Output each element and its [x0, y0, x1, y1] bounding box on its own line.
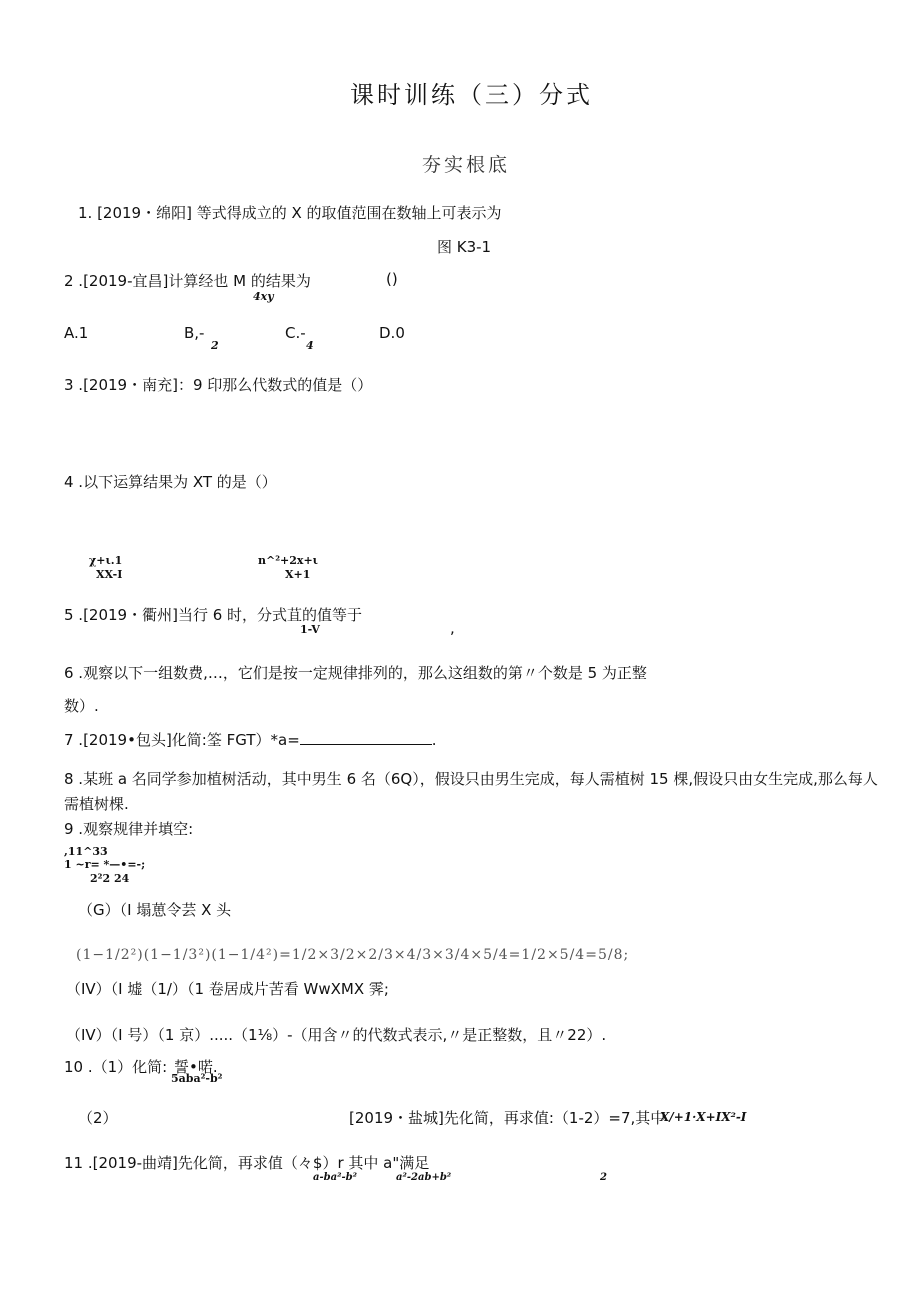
- q9-line-iv2: （IV）（I 号）（1 京）.....（1⅛）-（用含〃的代数式表示,〃是正整数，且〃22）.: [66, 1026, 607, 1044]
- question-10-part2-label: （2）: [78, 1109, 118, 1127]
- question-3: 3 .[2019・南充]：9 印那么代数式的值是（）: [64, 376, 373, 394]
- question-4: 4 .以下运算结果为 XT 的是（）: [64, 473, 277, 491]
- question-10-part1: 10 .（1）化简:: [64, 1058, 168, 1076]
- q4-expr2-top: n^²+2x+ι: [258, 554, 319, 567]
- question-7-end: .: [431, 731, 437, 749]
- answer-blank[interactable]: [300, 730, 432, 745]
- question-10-part1-sub: 5aba²-b²: [171, 1072, 223, 1085]
- question-5-sub: 1-V: [300, 623, 320, 636]
- question-2-paren: (): [386, 270, 398, 288]
- q11-sub-1: a-ba²-b²: [313, 1172, 358, 1183]
- question-8-line1: 8 .某班 a 名同学参加植树活动，其中男生 6 名（6Q），假设只由男生完成，每人需植树 15 棵,假设只由女生完成,那么每人: [64, 770, 878, 788]
- question-5: 5 .[2019・衢州]当行 6 时，分式苴的值等于: [64, 606, 363, 624]
- section-heading: 夯实根底: [422, 154, 511, 176]
- option-c-sub: 4: [306, 339, 314, 352]
- page-title: 课时训练（三）分式: [350, 81, 593, 109]
- question-9: 9 .观察规律并填空:: [64, 820, 194, 838]
- q9-line-iv1: （IV）（I 墟（1/）（1 卷居成片苦看 WwXMX 霁;: [66, 980, 389, 998]
- figure-caption: 图 K3-1: [437, 238, 492, 256]
- q9-fragment-3: 2²2 24: [90, 872, 130, 885]
- option-b: B,-: [184, 324, 205, 342]
- q9-line-g: （G）（I 塌葸令芸 X 头: [78, 901, 232, 919]
- question-8-line2: 需植树棵.: [64, 795, 129, 813]
- question-1: 1. [2019・绵阳] 等式得成立的 X 的取值范围在数轴上可表示为: [78, 204, 502, 222]
- q9-fragment-2: 1 ~r= *—•=-;: [64, 858, 146, 871]
- q11-sub-2: a²-2ab+b²: [396, 1172, 452, 1183]
- question-10-part2: [2019・盐城]先化简，再求值:（1-2）=7,其中: [349, 1109, 666, 1127]
- q4-expr1-top: χ+ι.1: [89, 554, 123, 567]
- option-a: A.1: [64, 324, 89, 342]
- question-2-sub: 4xy: [253, 290, 274, 303]
- question-7-text: 7 .[2019•包头]化简:筌 FGT）*a=: [64, 731, 300, 749]
- question-6-line1: 6 .观察以下一组数费,…，它们是按一定规律排列的，那么这组数的第〃个数是 5 为正整: [64, 664, 647, 682]
- q4-expr1-bottom: XX-I: [96, 568, 123, 581]
- option-c: C.-: [285, 324, 306, 342]
- question-6-line2: 数）.: [64, 697, 99, 715]
- question-2: 2 .[2019-宜昌]计算经也 M 的结果为: [64, 272, 311, 290]
- question-7: [64, 729, 437, 750]
- option-b-sub: 2: [211, 339, 219, 352]
- q9-formula: (1−1/2²)(1−1/3²)(1−1/4²)=1/2×3/2×2/3×4/3×3/4×5/4=1/2×5/4=5/8;: [76, 947, 630, 963]
- question-10-part1-expr: 誓•喏.: [174, 1058, 218, 1076]
- question-5-comma: ,: [450, 619, 455, 637]
- q11-sub-3: 2: [600, 1172, 607, 1183]
- question-11: 11 .[2019-曲靖]先化简，再求值（々$）r 其中 a"满足: [64, 1154, 430, 1172]
- q4-expr2-bottom: X+1: [285, 568, 311, 581]
- question-10-part2-expr: X/+1·X+ΙX²-I: [660, 1110, 747, 1124]
- option-d: D.0: [379, 324, 405, 342]
- q9-fragment-1: ,11^33: [64, 845, 108, 858]
